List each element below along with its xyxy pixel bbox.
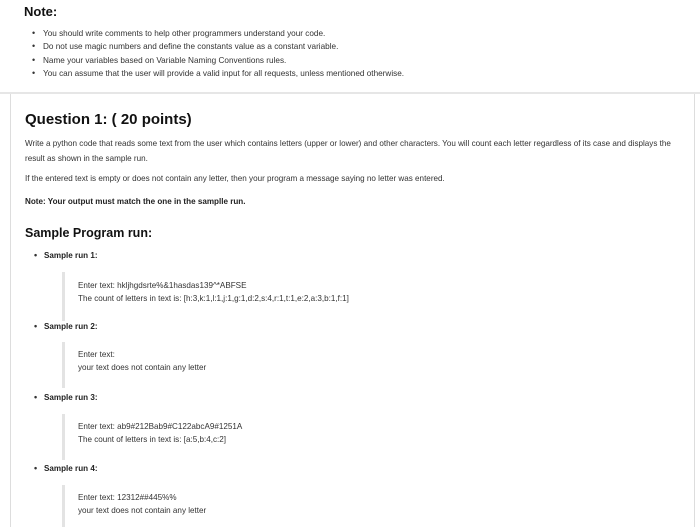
output-line: Enter text: ab9#212Bab9#C122abcA9#1251A [78, 422, 243, 431]
output-line: The count of letters in text is: [h:3,k:1,l:1,j:1,g:1,d:2,s:4,r:1,t:1,e:2,a:3,b:1,f:1] [78, 294, 349, 303]
bullet-icon: • [32, 54, 36, 65]
sample-run-label [34, 464, 98, 473]
output-line: your text does not contain any letter [78, 506, 207, 515]
bullet-icon: • [34, 321, 38, 331]
bullet-icon: • [32, 28, 36, 38]
note-panel [10, 0, 694, 92]
output-line: Enter text: hkljhgdsrte%&1hasdas139^*ABFSE [78, 281, 247, 290]
question-panel [10, 94, 695, 527]
note-item-text: You can assume that the user will provide a valid input for all requests, unless mentioned otherwise. [43, 68, 405, 78]
output-line: your text does not contain any letter [78, 363, 207, 372]
sample-run-label [34, 251, 98, 260]
sample-run-label-text: Sample run 3: [44, 393, 98, 402]
bullet-icon: • [34, 463, 38, 473]
sample-output-box [62, 342, 688, 388]
note-item-text: Do not use magic numbers and define the constants value as a constant variable. [43, 42, 339, 52]
bullet-icon: • [34, 392, 38, 402]
empty-input-rule: If the entered text is empty or does not contain any letter, then your program a message saying no letter was entered. [25, 174, 445, 183]
sample-run-label [34, 393, 98, 402]
sample-heading: Sample Program run: [25, 226, 153, 240]
bullet-icon: • [34, 250, 38, 260]
sample-output-box [62, 414, 688, 460]
sample-run-label [34, 322, 98, 331]
note-item [32, 67, 404, 80]
output-match-note: Note: Your output must match the one in the samplle run. [25, 197, 246, 206]
sample-run-label-text: Sample run 1: [44, 251, 98, 260]
note-item [32, 27, 404, 40]
bullet-icon: • [32, 67, 36, 78]
note-list [32, 27, 404, 80]
note-title: Note: [24, 4, 58, 19]
sample-output-box [62, 485, 688, 527]
question-title: Question 1: ( 20 points) [25, 111, 192, 128]
sample-run-label-text: Sample run 4: [44, 464, 98, 473]
sample-output-box [62, 272, 688, 321]
note-item-text: Name your variables based on Variable Naming Conventions rules. [43, 55, 287, 65]
note-item-text: You should write comments to help other programmers understand your code. [43, 29, 326, 38]
question-description: Write a python code that reads some text from the user which contains letters (upper or lower) and other characters. You will count each letter regardless of its case and displays the result as shown in the sample run. [25, 139, 671, 163]
output-line: Enter text: 12312##445%% [78, 493, 177, 502]
note-item [32, 40, 404, 53]
bullet-icon: • [32, 41, 36, 52]
output-line: Enter text: [78, 350, 115, 359]
output-line: The count of letters in text is: [a:5,b:4,c:2] [78, 435, 227, 444]
note-item [32, 54, 404, 67]
sample-run-label-text: Sample run 2: [44, 322, 98, 331]
